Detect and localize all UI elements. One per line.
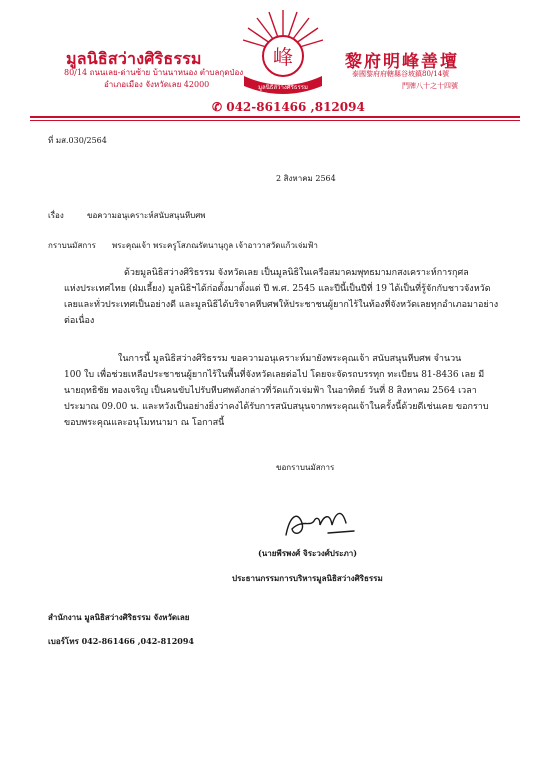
signer-title: ประธานกรรมการบริหารมูลนิธิสว่างศิริธรรม: [232, 573, 383, 583]
paragraph-1-line-2: แห่งประเทศไทย (ฝ่มเลี้ยง) มูลนิธิฯได้ก่อตั้งมาตั้งแต่ ปี พ.ศ. 2545 และปีนี้เป็นปีที่ 19 ได้เป็นที่รู้จักกับชาวจังหวัด: [64, 284, 491, 294]
footer-office: สำนักงาน มูลนิธิสว่างศิริธรรม จังหวัดเลย: [48, 612, 190, 622]
subject-text: ขอความอนุเคราะห์สนับสนุนหีบศพ: [87, 211, 206, 220]
address-chinese-line1: 泰國黎府府轄縣谷坡鎮80/14號: [352, 70, 450, 78]
foundation-name-chinese: 黎府明峰善壇: [345, 52, 459, 72]
header-divider: [30, 116, 520, 118]
paragraph-2-line-1: ในการนี้ มูลนิธิสว่างศิริธรรม ขอความอนุเคราะห์มายังพระคุณเจ้า สนับสนุนหีบศพ จำนวน: [118, 354, 462, 364]
paragraph-1-line-3: เลยและทั่วประเทศเป็นอย่างดี และมูลนิธิได้บริจาคหีบศพให้ประชาชนผู้ยากไร้ในท้องที่จังหวัดเลยทุกอำเภอมาอย่าง: [64, 300, 499, 310]
document-date: 2 สิงหาคม 2564: [276, 174, 336, 183]
header-divider-thin: [30, 120, 520, 121]
logo-center-glyph: 峰: [273, 45, 293, 69]
phone-icon: ✆: [212, 100, 227, 114]
paragraph-1-line-1: ด้วยมูลนิธิสว่างศิริธรรม จังหวัดเลย เป็นมูลนิธิในเครือสมาคมพุทธมามกสงเคราะห์การกุศล: [124, 268, 469, 278]
subject-label: เรื่อง: [48, 211, 64, 220]
recipient-label: กราบนมัสการ: [48, 241, 96, 250]
phone-number: 042-861466 ,812094: [226, 100, 365, 114]
header-phone: [212, 100, 365, 114]
paragraph-2-line-5: ขอบพระคุณและอนุโมทนามา ณ โอกาสนี้: [64, 418, 225, 428]
address-chinese-line2: 門牌八十之十四號: [402, 82, 458, 90]
foundation-logo: [238, 6, 328, 98]
closing-phrase: ขอกราบนมัสการ: [276, 463, 335, 472]
paragraph-2-line-4: ประมาณ 09.00 น. และหวังเป็นอย่างยิ่งว่าคงได้รับการสนับสนุนจากพระคุณเจ้าในครั้งนี้ด้วยดีเช่นเคย ขอกราบ: [64, 402, 489, 412]
address-thai-line2: อำเภอเมือง จังหวัดเลย 42000: [104, 80, 210, 89]
paragraph-1-line-4: ต่อเนื่อง: [64, 316, 95, 326]
foundation-name-thai: มูลนิธิสว่างศิริธรรม: [66, 49, 202, 68]
reference-number: ที่ มส.030/2564: [48, 136, 107, 145]
paragraph-2-line-3: นายฤทธิชัย ทองเจริญ เป็นคนขับไปรับหีบศพดังกล่าวที่วัดแก้วเจ่มฟ้า ในอาทิตย์ วันที่ 8 สิงหาคม 2564 เวลา: [64, 386, 477, 396]
address-thai-line1: 80/14 ถนนเลย-ด่านซ้าย บ้านนาหนอง ตำบลกุดป่อง: [64, 68, 244, 77]
logo-ribbon-text: มูลนิธิสว่างศิริธรรม: [258, 84, 308, 91]
paragraph-2-line-2: 100 ใบ เพื่อช่วยเหลือประชาชนผู้ยากไร้ในพื้นที่จังหวัดเลยต่อไป โดยจะจัดรถบรรทุก ทะเบียน 81-8436 เลย มี: [64, 370, 485, 380]
signer-name: (นายพีรพงศ์ จิระวงศ์ประภา): [258, 548, 358, 558]
handwritten-signature: [280, 505, 360, 541]
recipient-text: พระคุณเจ้า พระครูโสภณรัตนานุกูล เจ้าอาวาสวัดแก้วเจ่มฟ้า: [112, 241, 318, 250]
footer-phone: เบอร์โทร 042-861466 ,042-812094: [48, 636, 194, 646]
